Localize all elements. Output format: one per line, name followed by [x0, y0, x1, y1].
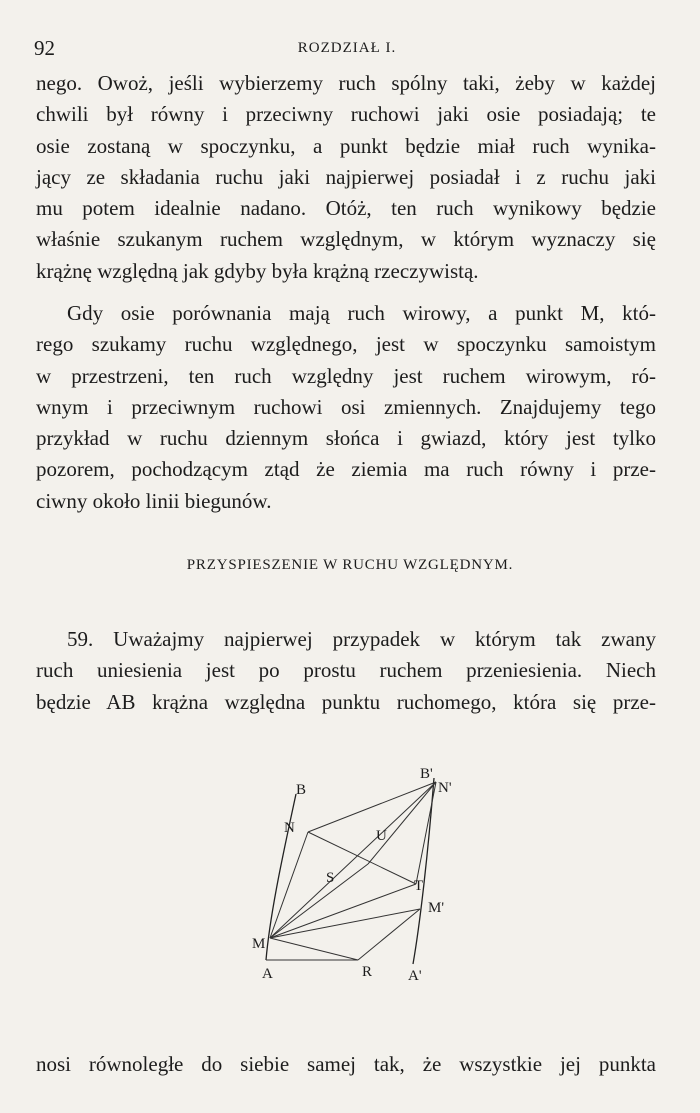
line-R-Mprime	[358, 909, 420, 960]
paragraph-line: nego. Owoż, jeśli wybierzemy ruch spólny taki, żeby w każdej	[36, 71, 656, 95]
label-N-prime: N'	[438, 780, 452, 796]
paragraph-continuation	[36, 1049, 656, 1080]
paragraph-line: 59. Uważajmy najpierwej przypadek w którym tak zwany	[67, 627, 656, 651]
label-S: S	[326, 870, 335, 886]
ray-M-S	[270, 864, 368, 938]
figure-diagram	[248, 764, 468, 994]
label-U: U	[376, 828, 387, 844]
paragraph-line: ciwny około linii biegunów.	[36, 488, 272, 513]
label-T: T	[414, 878, 424, 894]
line-N-Nprime	[308, 782, 436, 832]
trajectory-figure	[248, 764, 468, 994]
ray-M-Mprime	[270, 909, 420, 938]
paragraph-line: w przestrzeni, ten ruch względny jest ruchem wirowym, ró-	[36, 363, 656, 388]
paragraph-2	[36, 298, 656, 517]
label-B-prime: B'	[420, 766, 433, 782]
label-A-prime: A'	[408, 968, 422, 984]
line-U-Nprime	[368, 782, 436, 864]
section-title: PRZYSPIESZENIE W RUCHU WZGLĘDNYM.	[186, 557, 514, 573]
paragraph-1	[36, 68, 656, 287]
paragraph-line: przykład w ruchu dziennym słońca i gwiazd, który jest tylko	[36, 426, 656, 451]
paragraph-line: osie zostaną w spoczynku, a punkt będzie miał ruch wynika-	[36, 133, 656, 158]
paragraph-3	[36, 624, 656, 718]
paragraph-line: pozorem, pochodzącym ztąd że ziemia ma ruch równy i prze-	[36, 457, 656, 482]
paragraph-line: wnym i przeciwnym ruchowi osi zmiennych. Znajdujemy tego	[36, 394, 656, 419]
running-head: ROZDZIAŁ I.	[297, 40, 397, 56]
label-A: A	[262, 966, 273, 982]
ray-M-R	[270, 938, 358, 960]
ray-M-N	[270, 832, 308, 938]
paragraph-line: krążnę względną jak gdyby była krążną rzeczywistą.	[36, 258, 479, 283]
ray-M-Nprime	[270, 782, 436, 938]
paragraph-line: nosi równoległe do siebie samej tak, że wszystkie jej punkta	[36, 1052, 656, 1076]
label-R: R	[362, 964, 373, 980]
label-B: B	[296, 782, 307, 798]
paragraph-line: rego szukamy ruchu względnego, jest w spoczynku samoistym	[36, 332, 656, 357]
paragraph-line: będzie AB krążna względna punktu ruchomego, która się prze-	[36, 689, 656, 714]
paragraph-line: Gdy osie porównania mają ruch wirowy, a punkt M, któ-	[67, 301, 656, 325]
paragraph-line: chwili był równy i przeciwny ruchowi jaki osie posiadają; te	[36, 102, 656, 127]
paragraph-line: właśnie szukanym ruchem względnym, w którym wyznaczy się	[36, 227, 656, 252]
label-M: M	[252, 936, 266, 952]
line-N-T	[308, 832, 416, 884]
page-number: 92	[34, 36, 55, 60]
paragraph-line: ruch uniesienia jest po prostu ruchem przeniesienia. Niech	[36, 658, 656, 683]
paragraph-line: mu potem idealnie nadano. Otóż, ten ruch wynikowy będzie	[36, 196, 656, 221]
label-M-prime: M'	[428, 900, 445, 916]
label-N: N	[284, 820, 295, 836]
paragraph-line: jący ze składania ruchu jaki najpierwej posiadał i z ruchu jaki	[36, 164, 656, 189]
page-header	[34, 36, 660, 60]
